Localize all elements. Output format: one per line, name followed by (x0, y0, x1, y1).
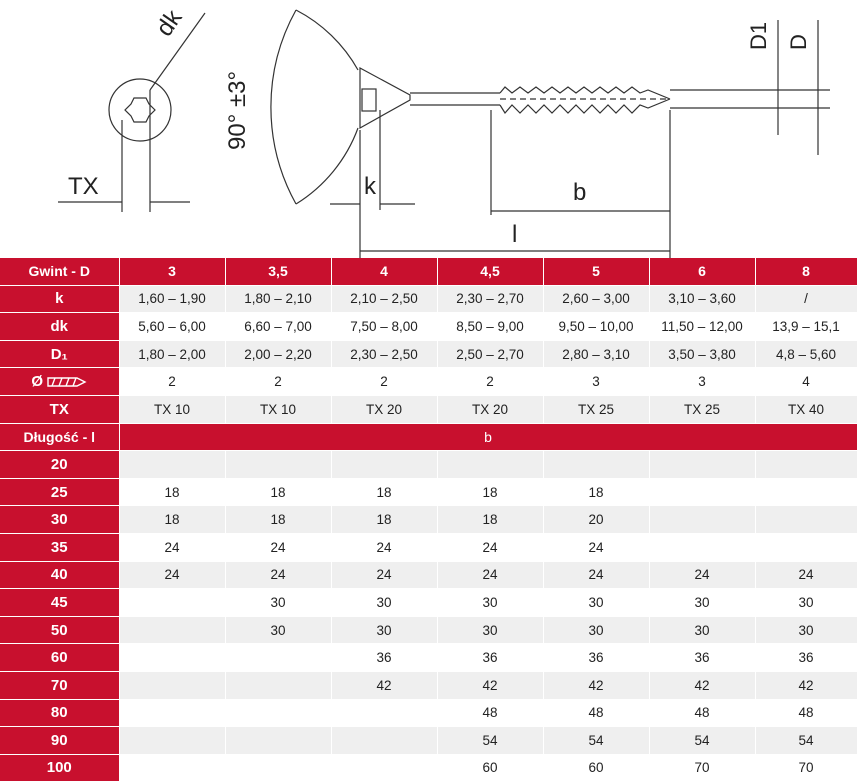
length-row-label: 50 (0, 616, 119, 644)
l-dimension-label: l (512, 221, 518, 248)
diameter-header: 5 (543, 258, 649, 285)
thread-length-cell: 24 (649, 561, 755, 589)
spec-value-cell: TX 20 (331, 395, 437, 423)
spec-value-cell: 3 (649, 368, 755, 396)
thread-length-cell: 30 (437, 589, 543, 617)
thread-length-cell: 18 (331, 506, 437, 534)
thread-length-cell: 30 (331, 589, 437, 617)
spec-value-cell: 2,10 – 2,50 (331, 285, 437, 313)
thread-length-cell (755, 478, 857, 506)
screw-technical-drawing (0, 0, 857, 258)
spec-value-cell: TX 25 (649, 395, 755, 423)
thread-length-cell: 54 (755, 727, 857, 755)
head-recess-side (362, 89, 376, 111)
screw-head-side (360, 68, 410, 128)
thread-length-cell: 48 (649, 699, 755, 727)
spec-row-label: k (0, 285, 119, 313)
spec-row-label: D₁ (0, 340, 119, 368)
spec-value-cell: 1,60 – 1,90 (119, 285, 225, 313)
thread-length-cell (119, 644, 225, 672)
thread-length-cell: 18 (331, 478, 437, 506)
thread-length-cell: 24 (543, 533, 649, 561)
length-row-label: 60 (0, 644, 119, 672)
thread-length-cell: 24 (119, 561, 225, 589)
spec-value-cell: 2,30 – 2,50 (331, 340, 437, 368)
thread-length-cell: 70 (755, 754, 857, 782)
spec-value-cell: TX 25 (543, 395, 649, 423)
angle-arc-top (296, 10, 358, 70)
spec-value-cell: 7,50 – 8,00 (331, 313, 437, 341)
spec-table-body (0, 258, 857, 782)
thread-length-cell: 24 (437, 561, 543, 589)
length-row (0, 644, 857, 672)
spec-row (0, 313, 857, 341)
length-row (0, 533, 857, 561)
length-row (0, 506, 857, 534)
thread-length-cell: 18 (225, 506, 331, 534)
thread-length-cell: 30 (331, 616, 437, 644)
thread-length-cell: 36 (543, 644, 649, 672)
spec-value-cell: 13,9 – 15,1 (755, 313, 857, 341)
thread-length-cell: 60 (543, 754, 649, 782)
d-dimension-label: D (786, 34, 811, 50)
spec-row (0, 395, 857, 423)
thread-length-cell: 42 (755, 671, 857, 699)
length-row-label: 40 (0, 561, 119, 589)
b-dimension-label: b (573, 179, 587, 206)
thread-length-cell: 30 (649, 616, 755, 644)
spec-value-cell: 8,50 – 9,00 (437, 313, 543, 341)
length-row (0, 754, 857, 782)
thread-length-cell: 54 (437, 727, 543, 755)
spec-value-cell: 3 (543, 368, 649, 396)
thread-length-cell: 42 (543, 671, 649, 699)
length-row (0, 671, 857, 699)
thread-length-cell: 54 (649, 727, 755, 755)
thread-length-cell: 20 (543, 506, 649, 534)
diameter-header: 8 (755, 258, 857, 285)
thread-length-cell: 24 (755, 561, 857, 589)
spec-value-cell: 2 (225, 368, 331, 396)
spec-value-cell: 3,50 – 3,80 (649, 340, 755, 368)
thread-length-cell: 24 (331, 561, 437, 589)
spec-row-label: dk (0, 313, 119, 341)
drill-diameter-label (31, 373, 87, 390)
thread-length-cell: 30 (543, 616, 649, 644)
drill-bit-icon (47, 376, 87, 388)
thread-length-cell: 18 (225, 478, 331, 506)
thread-length-cell (331, 699, 437, 727)
thread-length-cell (119, 451, 225, 479)
thread-length-cell: 42 (331, 671, 437, 699)
thread-length-cell: 30 (437, 616, 543, 644)
thread-length-cell: 30 (225, 616, 331, 644)
spec-value-cell: TX 20 (437, 395, 543, 423)
spec-value-cell: 5,60 – 6,00 (119, 313, 225, 341)
angle-arc-bottom (296, 128, 358, 204)
length-row (0, 478, 857, 506)
thread-length-cell (119, 727, 225, 755)
length-row-label: 80 (0, 699, 119, 727)
thread-length-cell (331, 727, 437, 755)
spec-value-cell: 2,00 – 2,20 (225, 340, 331, 368)
thread-length-cell: 30 (755, 616, 857, 644)
thread-length-cell: 36 (755, 644, 857, 672)
thread-length-cell: 36 (649, 644, 755, 672)
screw-spec-table (0, 258, 857, 782)
spec-value-cell: / (755, 285, 857, 313)
thread-length-cell: 18 (437, 506, 543, 534)
thread-length-cell (649, 451, 755, 479)
spec-row (0, 340, 857, 368)
length-row-label: 100 (0, 754, 119, 782)
thread-length-cell (119, 616, 225, 644)
thread-length-cell: 36 (437, 644, 543, 672)
thread-length-cell: 30 (649, 589, 755, 617)
length-row-label: 70 (0, 671, 119, 699)
length-row (0, 561, 857, 589)
thread-length-cell (543, 451, 649, 479)
length-row-label: 45 (0, 589, 119, 617)
thread-length-cell: 30 (543, 589, 649, 617)
spec-value-cell: 1,80 – 2,10 (225, 285, 331, 313)
length-row (0, 727, 857, 755)
thread-length-cell (225, 671, 331, 699)
thread-length-cell (755, 533, 857, 561)
thread-length-cell: 48 (755, 699, 857, 727)
spec-value-cell: 2 (331, 368, 437, 396)
thread-length-cell (225, 727, 331, 755)
thread-top (500, 87, 670, 99)
spec-value-cell: 1,80 – 2,00 (119, 340, 225, 368)
angle-dimension-label: 90° ±3° (224, 70, 251, 150)
spec-value-cell: 2,60 – 3,00 (543, 285, 649, 313)
thread-length-cell (331, 754, 437, 782)
spec-value-cell: TX 10 (119, 395, 225, 423)
spec-row (0, 368, 857, 396)
thread-length-cell (225, 754, 331, 782)
thread-length-cell (119, 699, 225, 727)
spec-value-cell: 4,8 – 5,60 (755, 340, 857, 368)
spec-row-label: TX (0, 395, 119, 423)
length-header: Długość - l (0, 423, 119, 451)
spec-value-cell: 2 (437, 368, 543, 396)
spec-value-cell: TX 40 (755, 395, 857, 423)
thread-length-cell (649, 506, 755, 534)
thread-length-cell (649, 533, 755, 561)
thread-bottom (500, 99, 670, 113)
thread-length-cell: 24 (437, 533, 543, 561)
screw-head-circle (109, 79, 171, 141)
spec-row-label (0, 368, 119, 396)
diameter-header: 3,5 (225, 258, 331, 285)
thread-length-cell (225, 699, 331, 727)
diameter-header: 6 (649, 258, 755, 285)
thread-length-cell (437, 451, 543, 479)
length-row (0, 699, 857, 727)
thread-length-cell: 70 (649, 754, 755, 782)
length-row-label: 90 (0, 727, 119, 755)
length-row-label: 25 (0, 478, 119, 506)
spec-value-cell: 2,30 – 2,70 (437, 285, 543, 313)
thread-length-cell (225, 451, 331, 479)
diameter-header: 4,5 (437, 258, 543, 285)
length-row-label: 30 (0, 506, 119, 534)
thread-length-cell: 24 (543, 561, 649, 589)
thread-length-cell: 42 (437, 671, 543, 699)
diameter-header: 4 (331, 258, 437, 285)
thread-length-cell: 18 (119, 478, 225, 506)
thread-length-cell: 60 (437, 754, 543, 782)
thread-length-cell: 36 (331, 644, 437, 672)
thread-length-cell: 30 (755, 589, 857, 617)
thread-length-cell: 24 (331, 533, 437, 561)
thread-length-cell (649, 478, 755, 506)
thread-length-cell (119, 671, 225, 699)
thread-length-cell: 48 (437, 699, 543, 727)
spec-value-cell: 2 (119, 368, 225, 396)
thread-length-cell: 24 (225, 561, 331, 589)
thread-length-cell: 18 (119, 506, 225, 534)
k-dimension-label: k (364, 173, 376, 200)
spec-value-cell: 11,50 – 12,00 (649, 313, 755, 341)
diameter-header-row (0, 258, 857, 285)
thread-length-cell: 42 (649, 671, 755, 699)
length-row-label: 20 (0, 451, 119, 479)
length-header-row (0, 423, 857, 451)
diameter-symbol: Ø (31, 373, 44, 391)
d1-dimension-label: D1 (746, 21, 771, 50)
spec-value-cell: TX 10 (225, 395, 331, 423)
thread-length-cell: 18 (437, 478, 543, 506)
spec-value-cell: 9,50 – 10,00 (543, 313, 649, 341)
diameter-header: 3 (119, 258, 225, 285)
thread-length-cell: 54 (543, 727, 649, 755)
thread-length-header: b (119, 423, 857, 451)
thread-length-cell (755, 451, 857, 479)
thread-length-cell (119, 754, 225, 782)
length-row-label: 35 (0, 533, 119, 561)
dk-dimension-label: dk (150, 5, 188, 42)
spec-value-cell: 2,50 – 2,70 (437, 340, 543, 368)
thread-length-cell: 18 (543, 478, 649, 506)
thread-length-cell: 48 (543, 699, 649, 727)
length-row (0, 451, 857, 479)
spec-value-cell: 3,10 – 3,60 (649, 285, 755, 313)
thread-length-cell (119, 589, 225, 617)
spec-value-cell: 4 (755, 368, 857, 396)
spec-value-cell: 2,80 – 3,10 (543, 340, 649, 368)
spec-value-cell: 6,60 – 7,00 (225, 313, 331, 341)
thread-length-cell (225, 644, 331, 672)
spec-row (0, 285, 857, 313)
thread-length-cell: 24 (119, 533, 225, 561)
gwint-header: Gwint - D (0, 258, 119, 285)
length-row (0, 589, 857, 617)
thread-length-cell: 30 (225, 589, 331, 617)
thread-length-cell (755, 506, 857, 534)
tx-dimension-label: TX (68, 173, 99, 200)
thread-length-cell: 24 (225, 533, 331, 561)
length-row (0, 616, 857, 644)
thread-length-cell (331, 451, 437, 479)
